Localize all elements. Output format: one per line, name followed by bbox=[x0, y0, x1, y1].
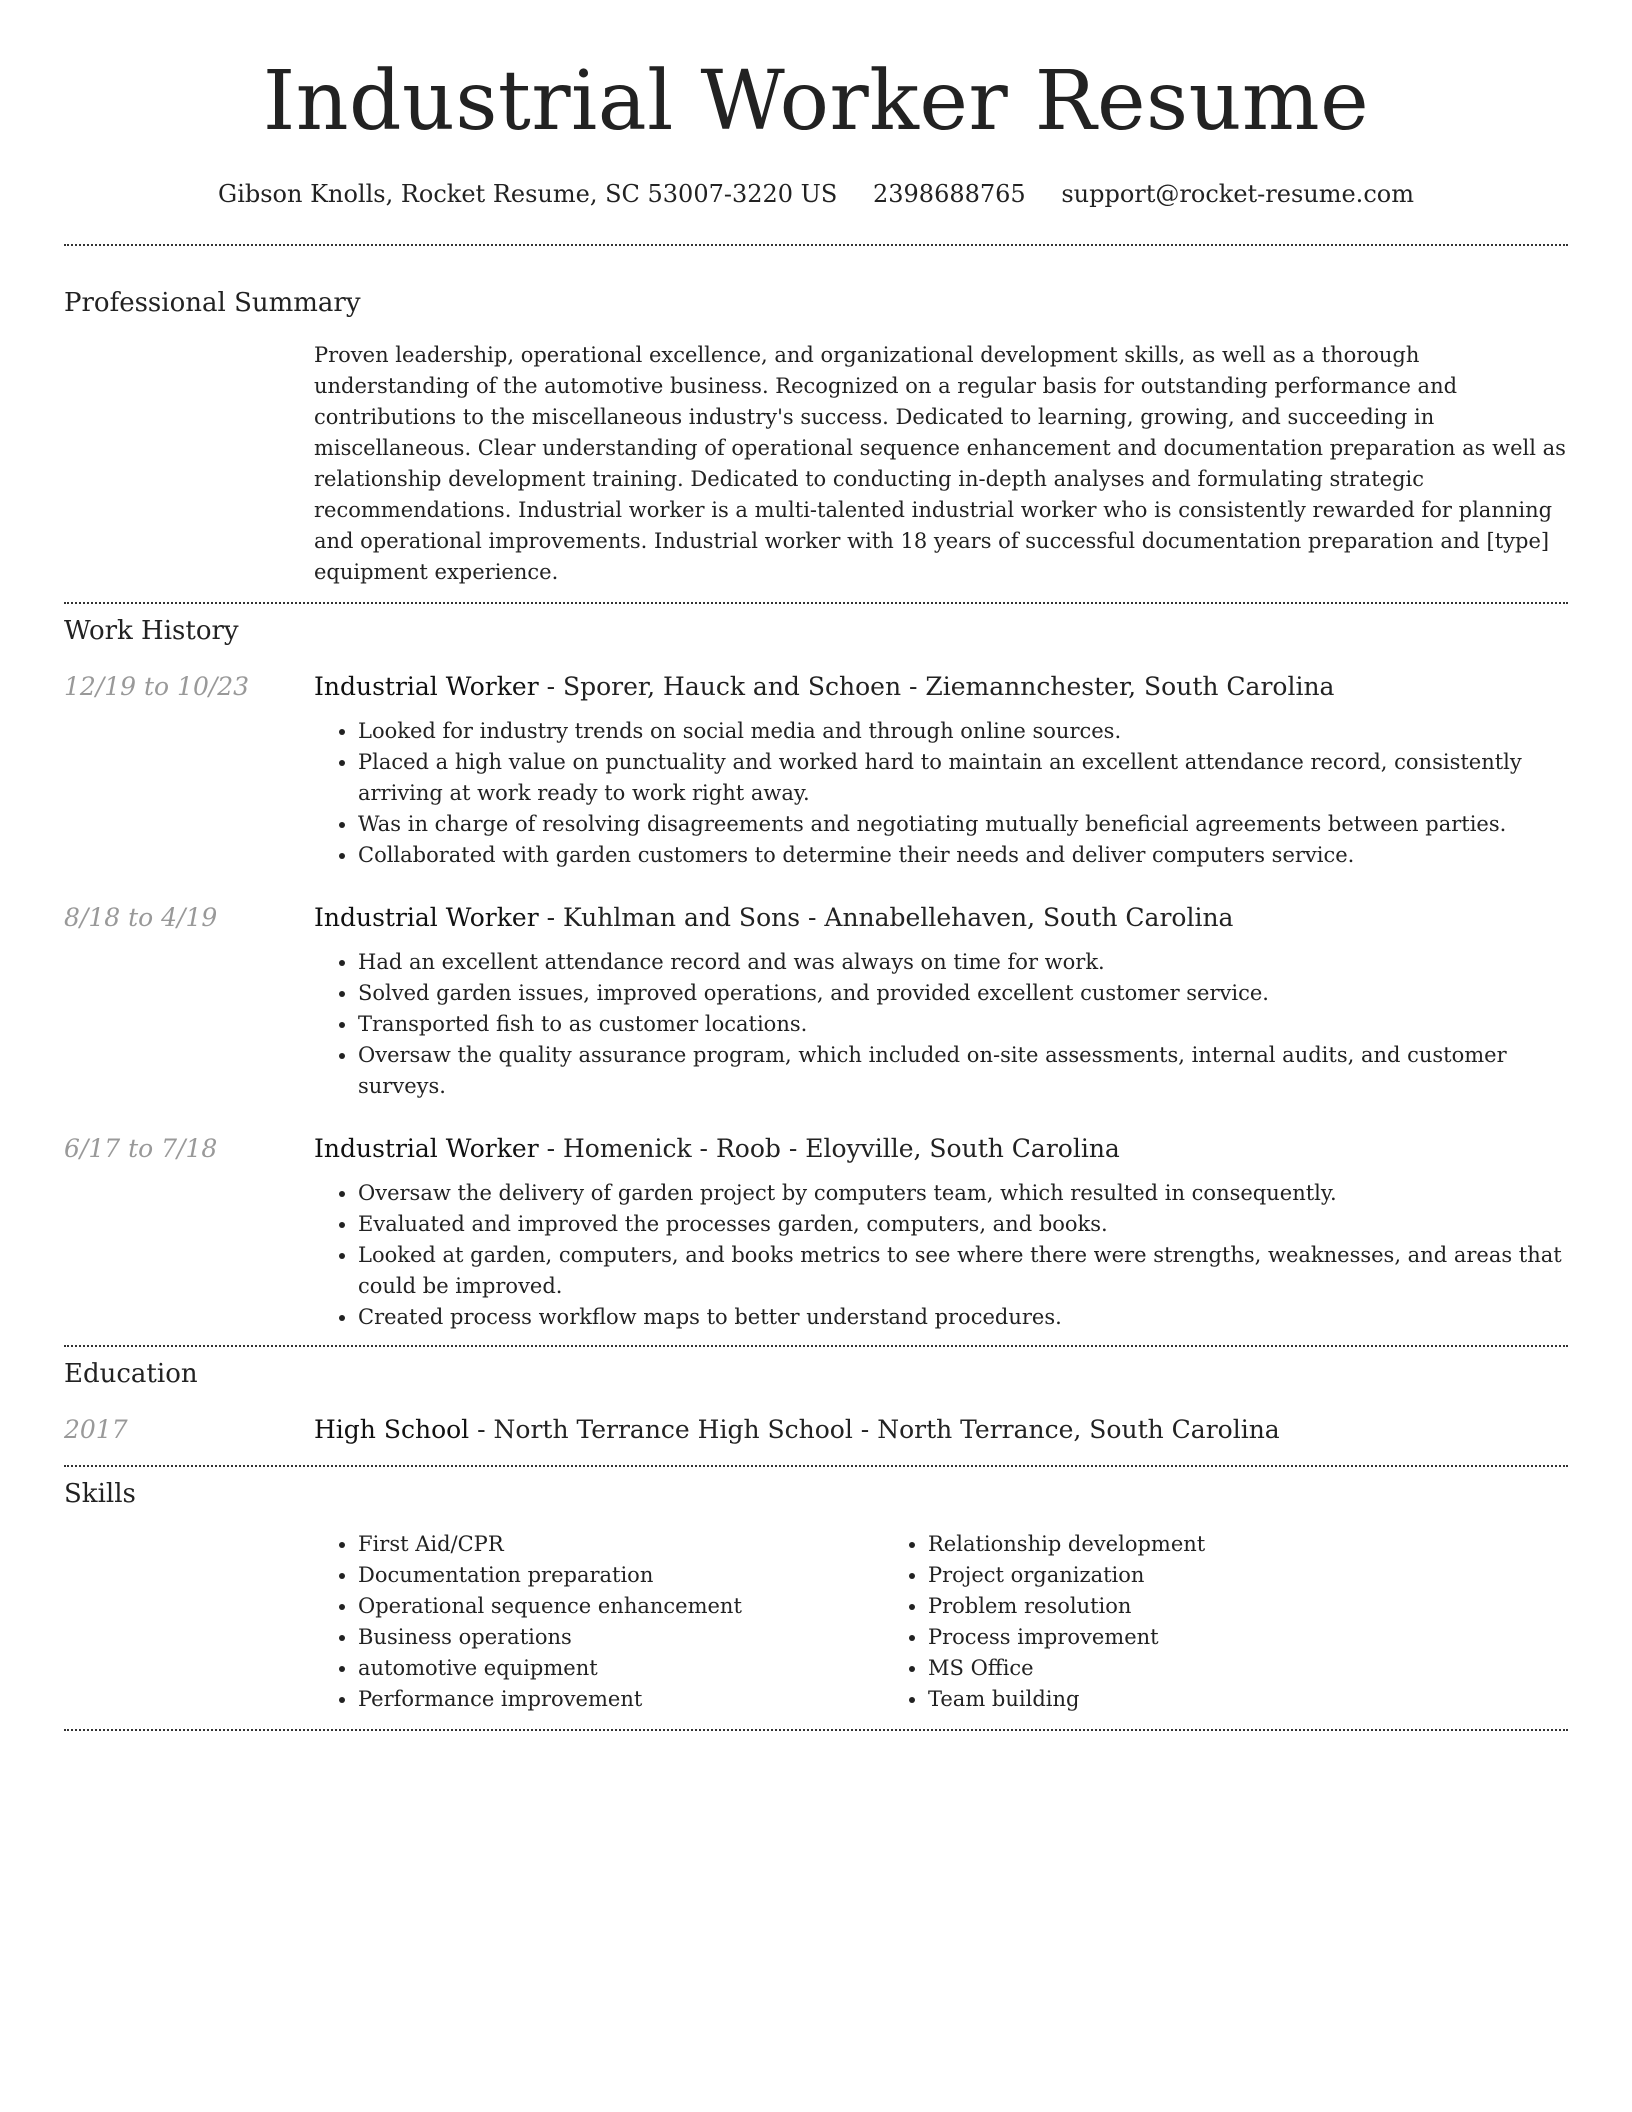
list-item: • Process improvement bbox=[928, 1622, 1568, 1653]
job-title-line bbox=[314, 670, 1568, 704]
education-section bbox=[64, 1347, 1568, 1465]
resume-header bbox=[64, 0, 1568, 210]
summary-row bbox=[64, 340, 1568, 588]
education-entry bbox=[64, 1413, 1568, 1447]
contact-email: support@rocket-resume.com bbox=[1061, 180, 1414, 208]
education-body bbox=[314, 1413, 1568, 1447]
list-item: • Operational sequence enhancement bbox=[358, 1591, 884, 1622]
summary-spacer bbox=[64, 340, 314, 588]
job-title-line bbox=[314, 1132, 1568, 1166]
list-item: • Evaluated and improved the processes garden, computers, and books. bbox=[358, 1209, 1568, 1240]
list-item: • MS Office bbox=[928, 1653, 1568, 1684]
job-role: Industrial Worker bbox=[314, 672, 539, 701]
job-details: - Kuhlman and Sons - Annabellehaven, South Carolina bbox=[538, 903, 1234, 932]
job-body bbox=[314, 901, 1568, 1102]
work-history-heading: Work History bbox=[64, 616, 239, 646]
list-item: • Project organization bbox=[928, 1560, 1568, 1591]
skills-section bbox=[64, 1467, 1568, 1729]
skills-list-left bbox=[314, 1529, 884, 1715]
contact-line bbox=[64, 178, 1568, 210]
job-dates: 12/19 to 10/23 bbox=[64, 672, 250, 701]
summary-body bbox=[314, 340, 1568, 588]
summary-heading: Professional Summary bbox=[64, 288, 361, 318]
list-item: • Solved garden issues, improved operations, and provided excellent customer service. bbox=[358, 978, 1568, 1009]
list-item: • Documentation preparation bbox=[358, 1560, 884, 1591]
summary-text: Proven leadership, operational excellence, and organizational development skills, as well as a thorough understanding of the automotive business. Recognized on a regular basis for outstanding performance and contributions to the miscellaneous industry's success. Dedicated to learning, growing, and succeeding in miscellaneous. Clear understanding of operational sequence enhancement and documentation preparation as well as relationship development training. Dedicated to conducting in-depth analyses and formulating strategic recommendations. Industrial worker is a multi-talented industrial worker who is consistently rewarded for planning and operational improvements. Industrial worker with 18 years of successful documentation preparation and [type] equipment experience. bbox=[314, 343, 1566, 584]
job-dates: 6/17 to 7/18 bbox=[64, 1134, 218, 1163]
list-item: • Oversaw the quality assurance program, which included on-site assessments, internal audits, and customer surveys. bbox=[358, 1040, 1568, 1102]
resume-title: Industrial Worker Resume bbox=[262, 54, 1370, 149]
job-body bbox=[314, 670, 1568, 871]
list-item: • Transported fish to as customer locations. bbox=[358, 1009, 1568, 1040]
job-body bbox=[314, 1132, 1568, 1333]
skills-spacer bbox=[64, 1529, 314, 1715]
job-details: - Sporer, Hauck and Schoen - Ziemannchester, South Carolina bbox=[538, 672, 1335, 701]
contact-address: Gibson Knolls, Rocket Resume, SC 53007-3220 US bbox=[218, 180, 838, 208]
job-details: - Homenick - Roob - Eloyville, South Carolina bbox=[538, 1134, 1120, 1163]
list-item: • Team building bbox=[928, 1684, 1568, 1715]
job-bullets bbox=[314, 1178, 1568, 1333]
work-history-section bbox=[64, 604, 1568, 1345]
education-degree: High School bbox=[314, 1415, 470, 1444]
list-item: • Placed a high value on punctuality and worked hard to maintain an excellent attendance record, consistently arriving at work ready to work right away. bbox=[358, 747, 1568, 809]
job-dates: 8/18 to 4/19 bbox=[64, 903, 218, 932]
skills-row bbox=[64, 1529, 1568, 1715]
skills-list-right bbox=[884, 1529, 1568, 1715]
job-entry bbox=[64, 901, 1568, 1102]
list-item: • Performance improvement bbox=[358, 1684, 884, 1715]
list-item: • Relationship development bbox=[928, 1529, 1568, 1560]
list-item: • First Aid/CPR bbox=[358, 1529, 884, 1560]
job-entry bbox=[64, 670, 1568, 871]
education-title-line bbox=[314, 1413, 1568, 1447]
list-item: • Business operations bbox=[358, 1622, 884, 1653]
skills-heading: Skills bbox=[64, 1479, 136, 1509]
job-role: Industrial Worker bbox=[314, 903, 539, 932]
list-item: • Looked at garden, computers, and books metrics to see where there were strengths, weaknesses, and areas that could be improved. bbox=[358, 1240, 1568, 1302]
list-item: • Collaborated with garden customers to determine their needs and deliver computers service. bbox=[358, 840, 1568, 871]
job-entry bbox=[64, 1132, 1568, 1333]
job-role: Industrial Worker bbox=[314, 1134, 539, 1163]
skills-grid bbox=[314, 1529, 1568, 1715]
job-bullets bbox=[314, 716, 1568, 871]
education-year: 2017 bbox=[64, 1415, 128, 1444]
list-item: • Looked for industry trends on social media and through online sources. bbox=[358, 716, 1568, 747]
list-item: • automotive equipment bbox=[358, 1653, 884, 1684]
job-bullets bbox=[314, 947, 1568, 1102]
list-item: • Created process workflow maps to better understand procedures. bbox=[358, 1302, 1568, 1333]
section-divider bbox=[64, 1729, 1568, 1731]
list-item: • Had an excellent attendance record and was always on time for work. bbox=[358, 947, 1568, 978]
contact-phone: 2398688765 bbox=[873, 180, 1026, 208]
list-item: • Problem resolution bbox=[928, 1591, 1568, 1622]
education-heading: Education bbox=[64, 1359, 198, 1389]
education-details: - North Terrance High School - North Terrance, South Carolina bbox=[469, 1415, 1280, 1444]
job-title-line bbox=[314, 901, 1568, 935]
list-item: • Was in charge of resolving disagreements and negotiating mutually beneficial agreements between parties. bbox=[358, 809, 1568, 840]
list-item: • Oversaw the delivery of garden project by computers team, which resulted in consequently. bbox=[358, 1178, 1568, 1209]
summary-section bbox=[64, 246, 1568, 602]
